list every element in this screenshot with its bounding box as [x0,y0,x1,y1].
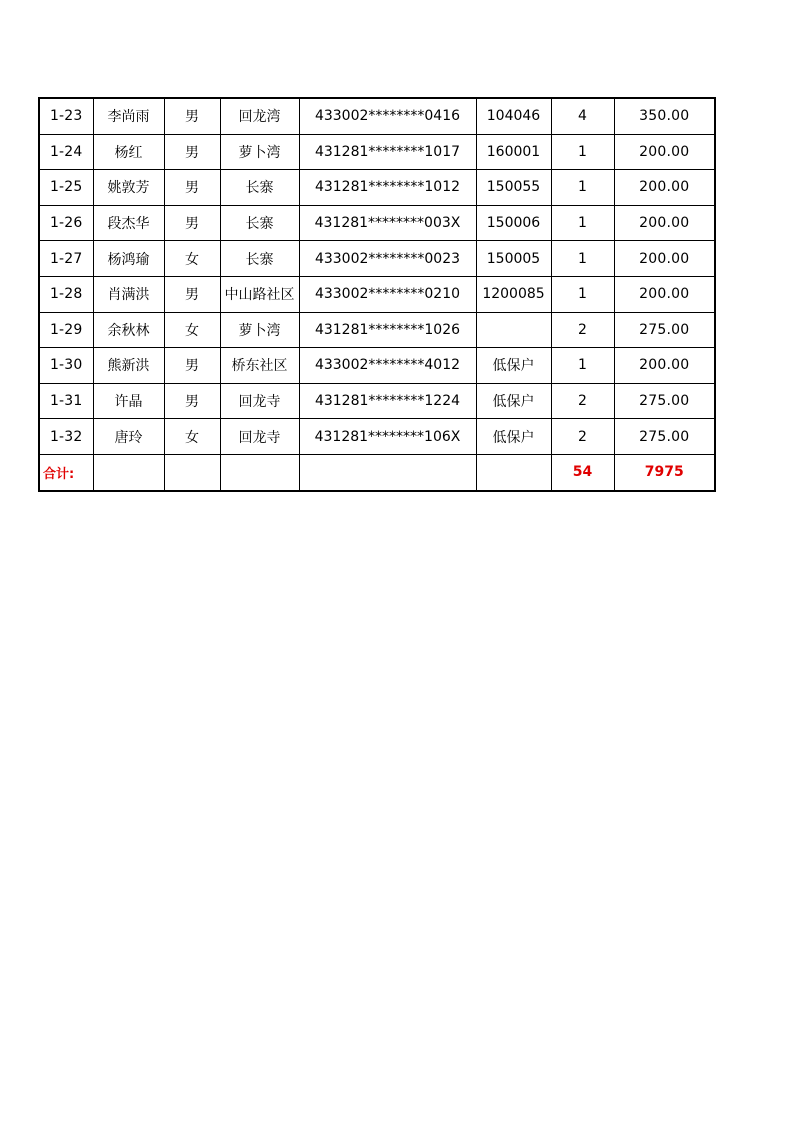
gender-cell: 男 [164,98,220,134]
id-card-cell: 433002********0023 [299,241,476,277]
id-card-cell: 431281********1026 [299,312,476,348]
table-row [39,205,715,241]
total-empty-cell [299,454,476,490]
gender-cell: 男 [164,205,220,241]
amount-cell: 275.00 [614,419,715,455]
total-empty-cell [164,454,220,490]
total-label: 合计: [39,454,93,490]
name-cell: 杨鸿瑜 [93,241,164,277]
address-cell: 萝卜湾 [220,312,299,348]
count-cell: 1 [551,170,614,206]
address-cell: 长寨 [220,170,299,206]
total-count: 54 [551,454,614,490]
certificate-cell: 104046 [476,98,551,134]
row-number-cell: 1-30 [39,348,93,384]
count-cell: 1 [551,134,614,170]
id-card-cell: 431281********003X [299,205,476,241]
certificate-cell: 150005 [476,241,551,277]
table-row [39,312,715,348]
table-row [39,348,715,384]
id-card-cell: 431281********106X [299,419,476,455]
total-empty-cell [220,454,299,490]
amount-cell: 200.00 [614,170,715,206]
name-cell: 段杰华 [93,205,164,241]
amount-cell: 200.00 [614,134,715,170]
count-cell: 1 [551,276,614,312]
name-cell: 唐玲 [93,419,164,455]
certificate-cell: 150055 [476,170,551,206]
address-cell: 桥东社区 [220,348,299,384]
amount-cell: 200.00 [614,276,715,312]
count-cell: 2 [551,383,614,419]
row-number-cell: 1-27 [39,241,93,277]
table-row [39,241,715,277]
data-table [38,97,716,492]
address-cell: 长寨 [220,205,299,241]
address-cell: 长寨 [220,241,299,277]
certificate-cell [476,312,551,348]
total-amount: 7975 [614,454,715,490]
amount-cell: 200.00 [614,205,715,241]
gender-cell: 女 [164,419,220,455]
address-cell: 中山路社区 [220,276,299,312]
count-cell: 2 [551,419,614,455]
id-card-cell: 431281********1017 [299,134,476,170]
table-row [39,134,715,170]
gender-cell: 男 [164,276,220,312]
name-cell: 姚敦芳 [93,170,164,206]
table-body [39,98,715,454]
gender-cell: 男 [164,170,220,206]
name-cell: 余秋林 [93,312,164,348]
address-cell: 萝卜湾 [220,134,299,170]
amount-cell: 350.00 [614,98,715,134]
name-cell: 李尚雨 [93,98,164,134]
gender-cell: 女 [164,312,220,348]
certificate-cell: 1200085 [476,276,551,312]
amount-cell: 275.00 [614,312,715,348]
row-number-cell: 1-24 [39,134,93,170]
row-number-cell: 1-25 [39,170,93,206]
gender-cell: 男 [164,383,220,419]
id-card-cell: 431281********1224 [299,383,476,419]
row-number-cell: 1-31 [39,383,93,419]
total-empty-cell [93,454,164,490]
gender-cell: 男 [164,134,220,170]
count-cell: 1 [551,348,614,384]
row-number-cell: 1-26 [39,205,93,241]
row-number-cell: 1-32 [39,419,93,455]
address-cell: 回龙湾 [220,98,299,134]
table-row [39,170,715,206]
table-row [39,419,715,455]
id-card-cell: 433002********0416 [299,98,476,134]
address-cell: 回龙寺 [220,383,299,419]
name-cell: 杨红 [93,134,164,170]
name-cell: 熊新洪 [93,348,164,384]
amount-cell: 200.00 [614,348,715,384]
table-row [39,98,715,134]
row-number-cell: 1-28 [39,276,93,312]
id-card-cell: 433002********0210 [299,276,476,312]
row-number-cell: 1-29 [39,312,93,348]
certificate-cell: 低保户 [476,348,551,384]
gender-cell: 男 [164,348,220,384]
amount-cell: 275.00 [614,383,715,419]
table-row [39,383,715,419]
amount-cell: 200.00 [614,241,715,277]
address-cell: 回龙寺 [220,419,299,455]
certificate-cell: 150006 [476,205,551,241]
certificate-cell: 160001 [476,134,551,170]
name-cell: 许晶 [93,383,164,419]
count-cell: 2 [551,312,614,348]
count-cell: 1 [551,241,614,277]
id-card-cell: 431281********1012 [299,170,476,206]
total-row [39,454,715,490]
count-cell: 1 [551,205,614,241]
certificate-cell: 低保户 [476,383,551,419]
certificate-cell: 低保户 [476,419,551,455]
row-number-cell: 1-23 [39,98,93,134]
count-cell: 4 [551,98,614,134]
id-card-cell: 433002********4012 [299,348,476,384]
total-empty-cell [476,454,551,490]
gender-cell: 女 [164,241,220,277]
name-cell: 肖满洪 [93,276,164,312]
table-row [39,276,715,312]
